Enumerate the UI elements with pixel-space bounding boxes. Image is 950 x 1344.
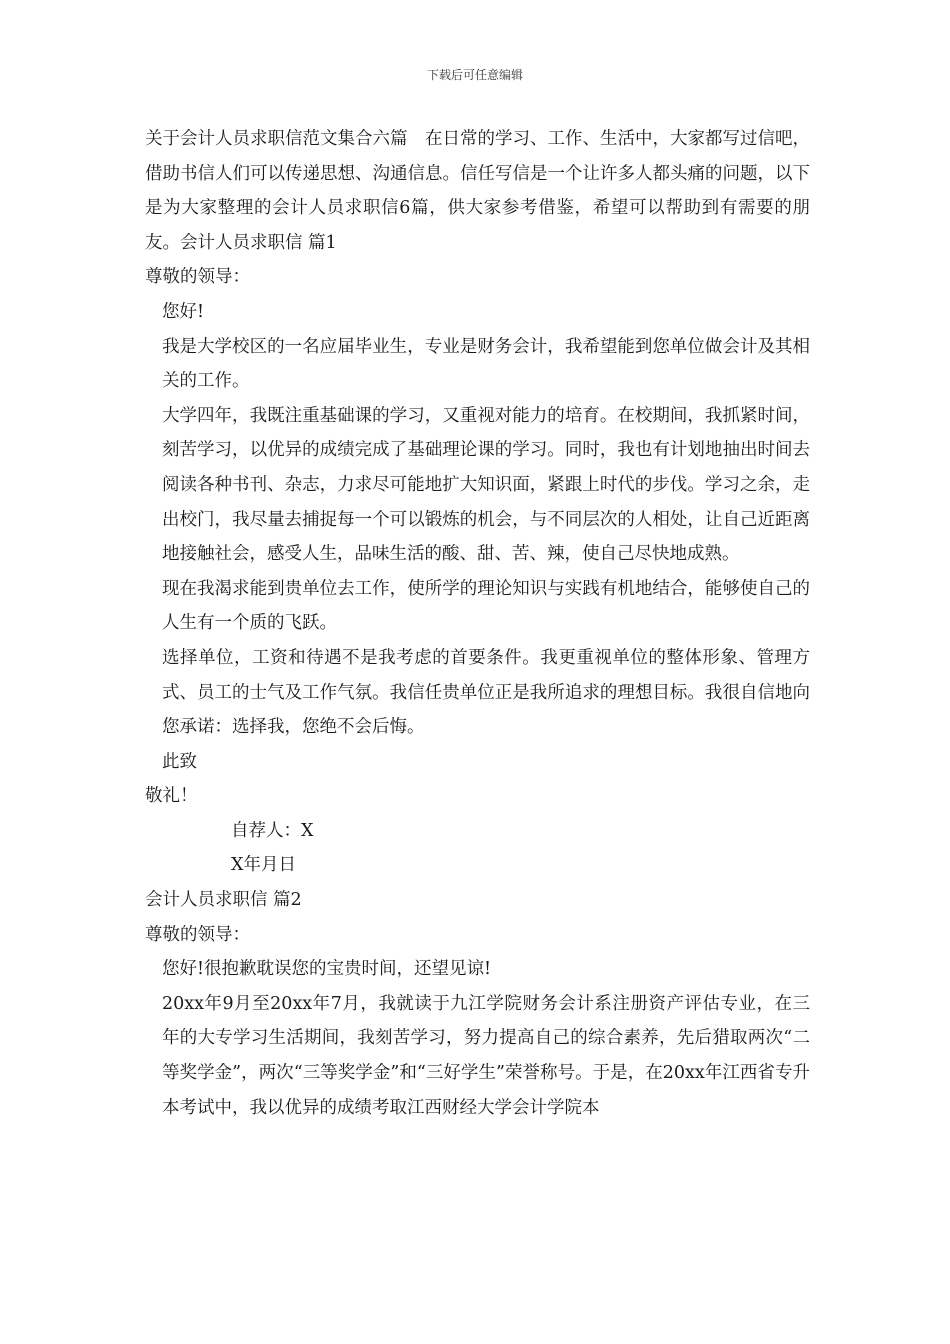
signature-name: 自荐人：X (231, 820, 314, 841)
closing-phrase: 此致 (162, 751, 197, 772)
salutation: 尊敬的领导： (145, 924, 250, 945)
body-paragraph: 现在我渴求能到贵单位去工作，使所学的理论知识与实践有机地结合，能够使自己的人生有一个质的飞跃。 (162, 578, 810, 634)
salutation: 尊敬的领导： (145, 267, 250, 288)
body-paragraph: 选择单位，工资和待遇不是我考虑的首要条件。我更重视单位的整体形象、管理方式、员工的士气及工作气氛。我信任贵单位正是我所追求的理想目标。我很自信地向您承诺：选择我，您绝不会后悔。 (162, 647, 810, 738)
closing-salute: 敬礼！ (145, 786, 198, 807)
body-paragraph: 大学四年，我既注重基础课的学习，又重视对能力的培育。在校期间，我抓紧时间，刻苦学习，以优异的成绩完成了基础理论课的学习。同时，我也有计划地抽出时间去阅读各种书刊、杂志，力求尽可能地扩大知识面，紧跟上时代的步伐。学习之余，走出校门，我尽量去捕捉每一个可以锻炼的机会，与不同层次的人相处，让自己近距离地接触社会，感受人生，品味生活的酸、甜、苦、辣，使自己尽快地成熟。 (162, 405, 810, 565)
intro-paragraph: 关于会计人员求职信范文集合六篇 在日常的学习、工作、生活中，大家都写过信吧，借助书信人们可以传递思想、沟通信息。信任写信是一个让许多人都头痛的问题，以下是为大家整理的会计人员求职信6篇，供大家参考借鉴，希望可以帮助到有需要的朋友。会计人员求职信 篇1 (145, 129, 810, 253)
body-paragraph: 20xx年9月至20xx年7月，我就读于九江学院财务会计系注册资产评估专业，在三年的大专学习生活期间，我刻苦学习，努力提高自己的综合素养，先后猎取两次“二等奖学金”，两次“三等奖学金”和“三好学生”荣誉称号。于是，在20xx年江西省专升本考试中，我以优异的成绩考取江西财经大学会计学院本 (162, 993, 810, 1118)
body-paragraph: 我是大学校区的一名应届毕业生，专业是财务会计，我希望能到您单位做会计及其相关的工作。 (162, 336, 810, 392)
page-header-note: 下载后可任意编辑 (426, 68, 523, 82)
greeting: 您好! (162, 301, 205, 322)
document-body (145, 122, 810, 1125)
section-title: 会计人员求职信 篇2 (145, 890, 302, 911)
greeting: 您好!很抱歉耽误您的宝贵时间，还望见谅! (162, 959, 492, 980)
signature-date: X年月日 (231, 855, 296, 876)
